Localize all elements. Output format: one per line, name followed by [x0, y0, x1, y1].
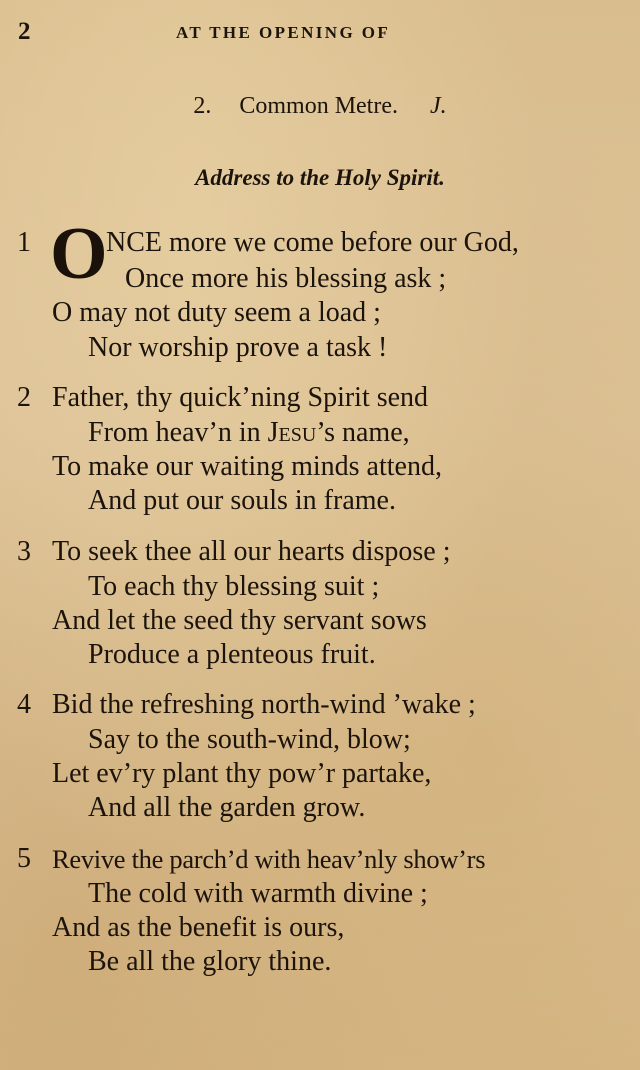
hymn-meter: Common Metre. [239, 93, 398, 119]
hymn-number: 2. [193, 93, 212, 119]
verse-name-jesu: Jesu [267, 417, 317, 448]
drop-cap-letter: O [50, 213, 108, 295]
verse-line: And as the benefit is ours, [52, 912, 345, 943]
stanza-number: 5 [17, 843, 31, 874]
verse-line: Produce a plenteous fruit. [88, 639, 376, 670]
stanza-number: 2 [17, 382, 31, 413]
verse-line: Once more his blessing ask ; [125, 263, 447, 294]
hymn-heading [0, 93, 640, 120]
verse-line: Nor worship prove a task ! [88, 332, 388, 363]
verse-line: Be all the glory thine. [88, 946, 332, 977]
verse-line: Let ev’ry plant thy pow’r partake, [52, 758, 432, 789]
stanza-number: 1 [17, 227, 31, 258]
verse-line: Bid the refreshing north-wind ’wake ; [52, 689, 476, 720]
verse-line: To seek thee all our hearts dispose ; [52, 536, 451, 567]
stanza-number: 3 [17, 536, 31, 567]
verse-line: Father, thy quick’ning Spirit send [52, 382, 429, 413]
hymn-subtitle: Address to the Holy Spirit. [195, 165, 445, 190]
stanza-number: 4 [17, 689, 31, 720]
verse-line: The cold with warmth divine ; [88, 878, 428, 909]
verse-line: To each thy blessing suit ; [88, 571, 380, 602]
verse-line: And put our souls in frame. [88, 485, 396, 516]
verse-line: NCE more we come before our God, [106, 227, 519, 258]
verse-line: Revive the parch’d with heav’nly show’rs [52, 844, 486, 874]
verse-line: O may not duty seem a load ; [52, 297, 381, 328]
verse-text: From heav’n in [88, 417, 261, 448]
verse-line: And all the garden grow. [88, 792, 366, 823]
hymn-author-mark: J. [430, 93, 447, 119]
verse-text: ’s name, [316, 417, 410, 448]
verse-line [88, 416, 410, 450]
running-head: AT THE OPENING OF [176, 23, 391, 42]
verse-line: And let the seed thy servant sows [52, 605, 427, 636]
verse-line: Say to the south-wind, blow; [88, 724, 411, 755]
page-header [0, 18, 640, 52]
verse-line: To make our waiting minds attend, [52, 451, 442, 482]
page-number: 2 [18, 18, 31, 45]
